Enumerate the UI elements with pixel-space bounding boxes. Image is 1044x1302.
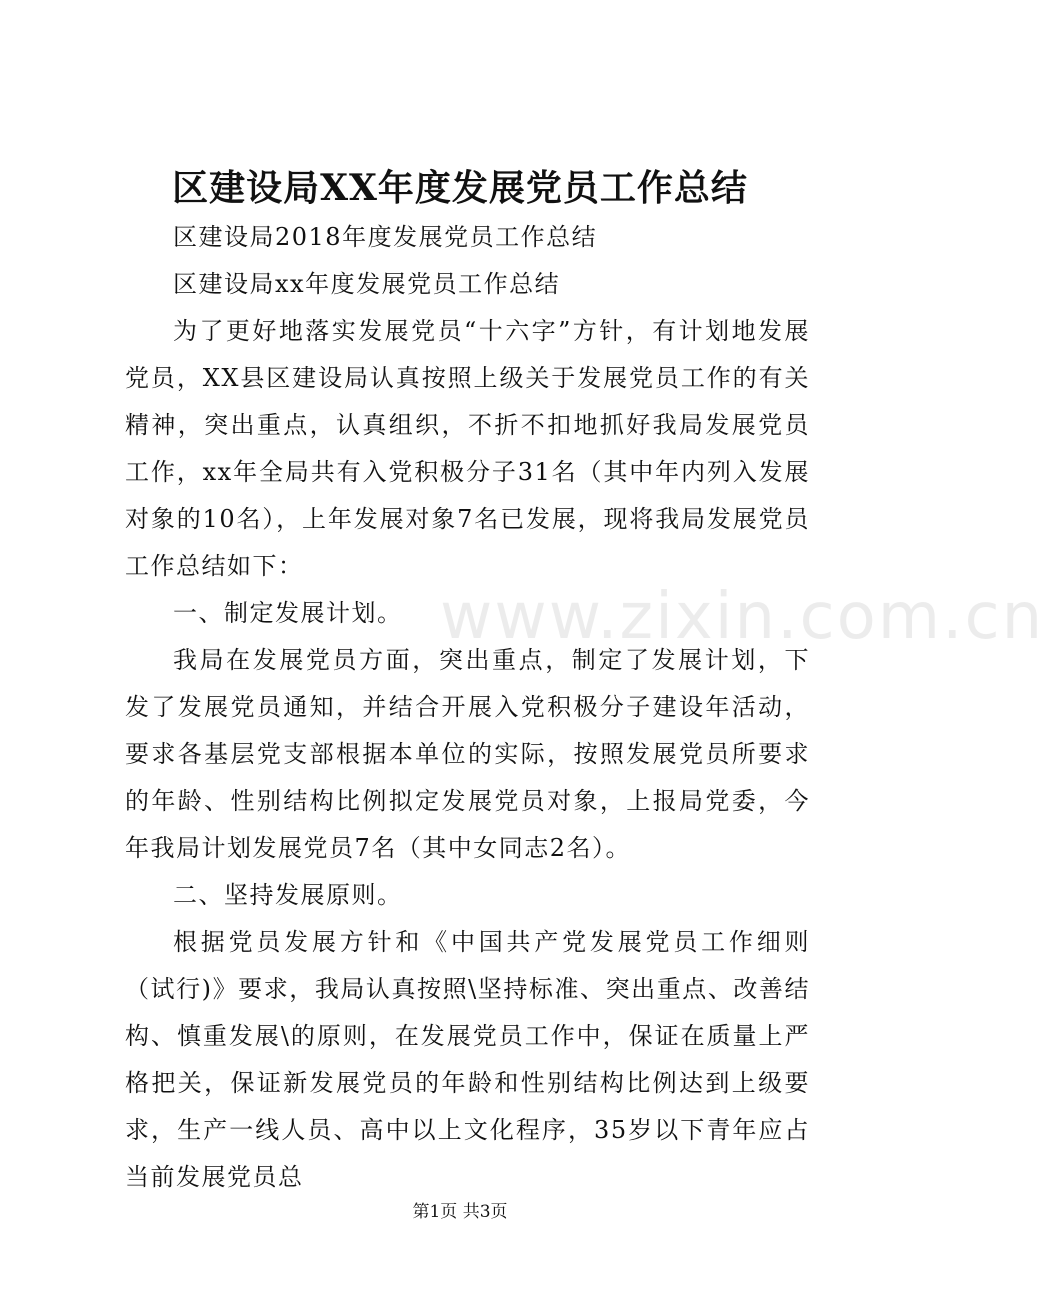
section-heading-1: 一、制定发展计划。 [173, 599, 403, 627]
paragraph-subtitle-2018: 区建设局2018年度发展党员工作总结 [173, 223, 598, 251]
section-heading-2: 二、坚持发展原则。 [173, 881, 403, 909]
paragraph-subtitle-xx: 区建设局xx年度发展党员工作总结 [173, 270, 561, 298]
page-footer: 第1页 共3页 [412, 1202, 508, 1222]
watermark: www.zixin.com.cn [440, 580, 1044, 654]
document-body [125, 214, 810, 1201]
document-title: 区建设局XX年度发展党员工作总结 [172, 167, 748, 209]
paragraph-section-1: 我局在发展党员方面，突出重点，制定了发展计划，下发了发展党员通知，并结合开展入党积极分子建设年活动，要求各基层党支部根据本单位的实际，按照发展党员所要求的年龄、性别结构比例拟定发展党员对象，上报局党委，今年我局计划发展党员7名（其中女同志2名）。 [125, 646, 810, 862]
paragraph-section-2: 根据党员发展方针和《中国共产党发展党员工作细则（试行)》要求，我局认真按照\坚持标准、突出重点、改善结构、慎重发展\的原则，在发展党员工作中，保证在质量上严格把关，保证新发展党员的年龄和性别结构比例达到上级要求，生产一线人员、高中以上文化程序，35岁以下青年应占当前发展党员总 [125, 928, 810, 1191]
paragraph-intro: 为了更好地落实发展党员“十六字”方针，有计划地发展党员，XX县区建设局认真按照上级关于发展党员工作的有关精神，突出重点，认真组织，不折不扣地抓好我局发展党员工作，xx年全局共有入党积极分子31名（其中年内列入发展对象的10名），上年发展对象7名已发展，现将我局发展党员工作总结如下： [125, 317, 810, 580]
